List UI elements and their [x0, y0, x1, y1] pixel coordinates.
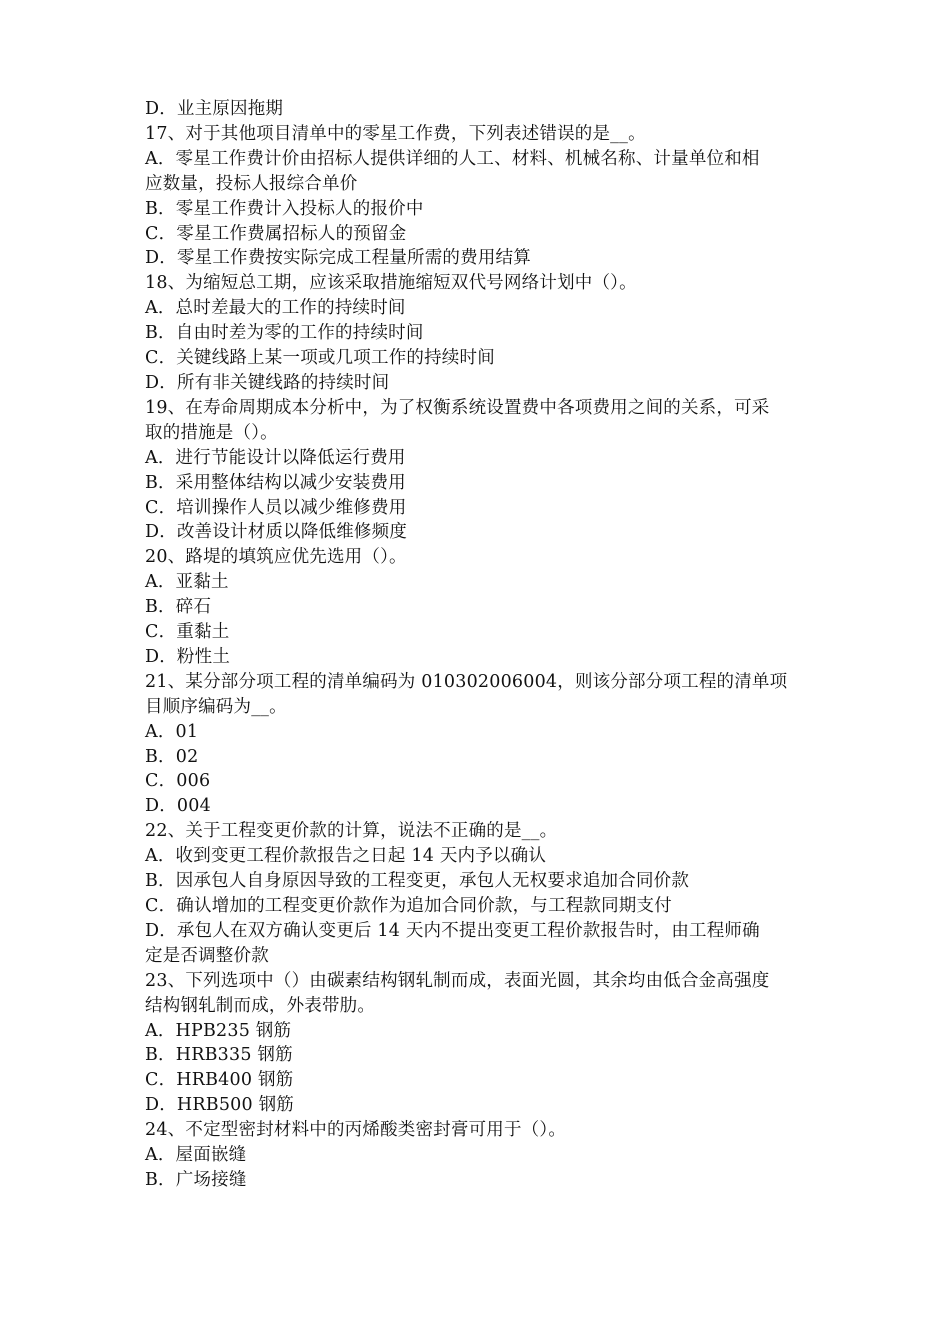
option-line: 定是否调整价款: [145, 945, 269, 966]
option-line: B．零星工作费计入投标人的报价中: [145, 198, 424, 219]
option-line: A．进行节能设计以降低运行费用: [145, 447, 406, 468]
question-22: 22、关于工程变更价款的计算，说法不正确的是__。: [145, 821, 558, 842]
option-line: A．亚黏土: [145, 572, 229, 593]
option-line: A．总时差最大的工作的持续时间: [145, 298, 406, 319]
option-line: D．所有非关键线路的持续时间: [145, 372, 390, 393]
option-line: C．零星工作费属招标人的预留金: [145, 223, 407, 244]
option-line: C．006: [145, 771, 211, 792]
option-line: B．自由时差为零的工作的持续时间: [145, 323, 424, 344]
option-line: D．零星工作费按实际完成工程量所需的费用结算: [145, 248, 531, 269]
option-line: D．HRB500 钢筋: [145, 1095, 294, 1116]
option-line: A．屋面嵌缝: [145, 1145, 247, 1166]
option-line: A．零星工作费计价由招标人提供详细的人工、材料、机械名称、计量单位和相: [145, 148, 760, 169]
question-23-cont: 结构钢轧制而成，外表带肋。: [145, 995, 376, 1016]
option-line: D．004: [145, 796, 211, 817]
option-line: C．培训操作人员以减少维修费用: [145, 497, 407, 518]
text-line: D．业主原因拖期: [145, 99, 284, 119]
document-page: [145, 97, 825, 1193]
option-line: B．因承包人自身原因导致的工程变更，承包人无权要求追加合同价款: [145, 871, 690, 892]
option-line: B．采用整体结构以减少安装费用: [145, 472, 406, 493]
option-line: A．HPB235 钢筋: [145, 1020, 292, 1041]
question-18: 18、为缩短总工期，应该采取措施缩短双代号网络计划中（）。: [145, 273, 637, 294]
question-19-cont: 取的措施是（）。: [145, 422, 278, 443]
question-24: 24、不定型密封材料中的丙烯酸类密封膏可用于（）。: [145, 1120, 567, 1141]
option-line: C．重黏土: [145, 622, 230, 643]
option-line: B．02: [145, 746, 199, 767]
option-line: B．碎石: [145, 597, 212, 618]
option-line: 应数量，投标人报综合单价: [145, 173, 358, 194]
option-line: C．关键线路上某一项或几项工作的持续时间: [145, 348, 495, 369]
question-21: 21、某分部分项工程的清单编码为 010302006004，则该分部分项工程的清单项: [145, 671, 788, 692]
option-line: D．改善设计材质以降低维修频度: [145, 522, 408, 543]
option-line: C．确认增加的工程变更价款作为追加合同价款，与工程款同期支付: [145, 896, 672, 916]
option-line: C．HRB400 钢筋: [145, 1070, 294, 1091]
question-23: 23、下列选项中（）由碳素结构钢轧制而成，表面光圆，其余均由低合金高强度: [145, 970, 770, 991]
option-line: A．收到变更工程价款报告之日起 14 天内予以确认: [145, 846, 547, 867]
question-19: 19、在寿命周期成本分析中，为了权衡系统设置费中各项费用之间的关系，可采: [145, 397, 770, 418]
question-21-cont: 目顺序编码为__。: [145, 696, 287, 717]
option-line: B．HRB335 钢筋: [145, 1045, 293, 1066]
question-17: 17、对于其他项目清单中的零星工作费，下列表述错误的是__。: [145, 123, 646, 144]
question-20: 20、路堤的填筑应优先选用（）。: [145, 547, 407, 568]
option-line: D．粉性土: [145, 646, 231, 667]
option-line: D．承包人在双方确认变更后 14 天内不提出变更工程价款报告时，由工程师确: [145, 920, 760, 941]
option-line: A．01: [145, 721, 199, 742]
option-line: B．广场接缝: [145, 1169, 247, 1190]
